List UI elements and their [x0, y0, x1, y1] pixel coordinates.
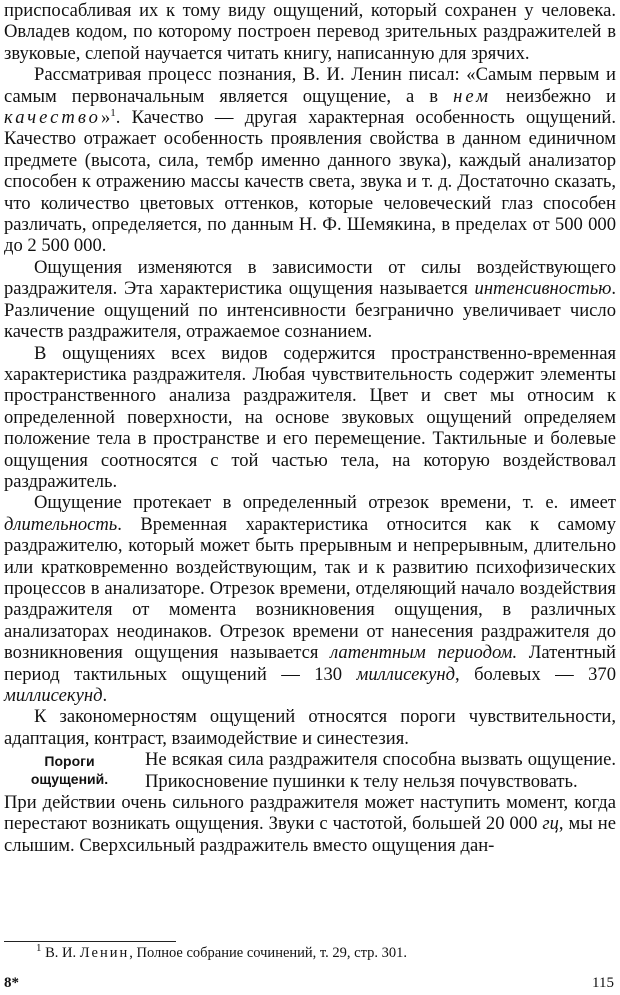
- paragraph-duration: Ощущение протекает в определенный отрезок времени, т. е. имеет длительность. Временная характеристика относится как к самому раздражителю, который может быть прерывным и непрерывным, длительно или кратковременно воздействующим, так и к развитию психофизических процессов в анализаторе. Отрезок времени, отделяющий начало воздействия раздражителя от момента возникновения ощущения, в различных анализаторах неодинаков. Отрезок времени от нанесения раздражителя до возникновения ощущения называется латентным периодом. Латентный период тактильных ощущений — 130 миллисекунд, болевых — 370 миллисекунд.: [4, 492, 616, 706]
- page-number: 115: [592, 975, 614, 991]
- paragraph-thresholds-indented: Не всякая сила раздражителя способна вызвать ощущение. Прикосновение пушинки к телу нельзя почувствовать.: [145, 749, 616, 792]
- paragraph-intensity: Ощущения изменяются в зависимости от силы воздействующего раздражителя. Эта характеристика ощущения называется интенсивностью. Различение ощущений по интенсивности безгранично увеличивает число качеств раздражителя, отражаемое сознанием.: [4, 256, 616, 343]
- thresholds-section: [4, 749, 616, 856]
- footnote: $^1$ В. И. Ленин, Полное собрание сочинений, т. 29, стр. 301.: [36, 942, 407, 961]
- footnote-marker[interactable]: 1: [110, 106, 116, 119]
- paragraph-regularities: К закономерностям ощущений относятся пороги чувствительности, адаптация, контраст, взаимодействие и синестезия.: [4, 706, 616, 749]
- paragraph-thresholds: При действии очень сильного раздражителя может наступить момент, когда перестают возникать ощущения. Звуки с частотой, большей 20 000 гц, мы не слышим. Сверхсильный раздражитель вместо ощущения дан-: [4, 792, 616, 856]
- footnote-divider: [4, 941, 176, 942]
- page-text: [4, 0, 616, 856]
- paragraph-spatial: В ощущениях всех видов содержится пространственно-временная характеристика раздражителя. Любая чувствительность содержит элементы пространственного анализа раздражителя. Цвет и свет мы относим к определенной поверхности, на основе звуковых ощущений определяем положение тела в пространстве и его перемещение. Тактильные и болевые ощущения соотносятся с той частью тела, на которую воздействовал раздражитель.: [4, 342, 616, 492]
- paragraph-lenin-quote: Рассматривая процесс познания, В. И. Ленин писал: «Самым первым и самым первоначальным является ощущение, а в нем неизбежно и качество»$^1$. Качество — другая характерная особенность ощущений. Качество отражает особенность проявления свойства в данном единичном предмете (высота, сила, тембр именно данного звука), каждый анализатор способен к отражению массы качеств света, звука и т. д. Достаточно сказать, что количество цветовых оттенков, которые человеческий глаз способен различать, определяется, по данным Н. Ф. Шемякина, в пределах от 500 000 до 2 500 000.: [4, 64, 617, 257]
- paragraph-continuation: приспосабливая их к тому виду ощущений, который сохранен у человека. Овладев кодом, по которому построен перевод зрительных раздражителей в звуковые, слепой научается читать книгу, написанную для зрячих.: [4, 0, 616, 64]
- signature-mark: 8*: [4, 975, 19, 991]
- side-heading: Пороги ощущений.: [30, 753, 109, 788]
